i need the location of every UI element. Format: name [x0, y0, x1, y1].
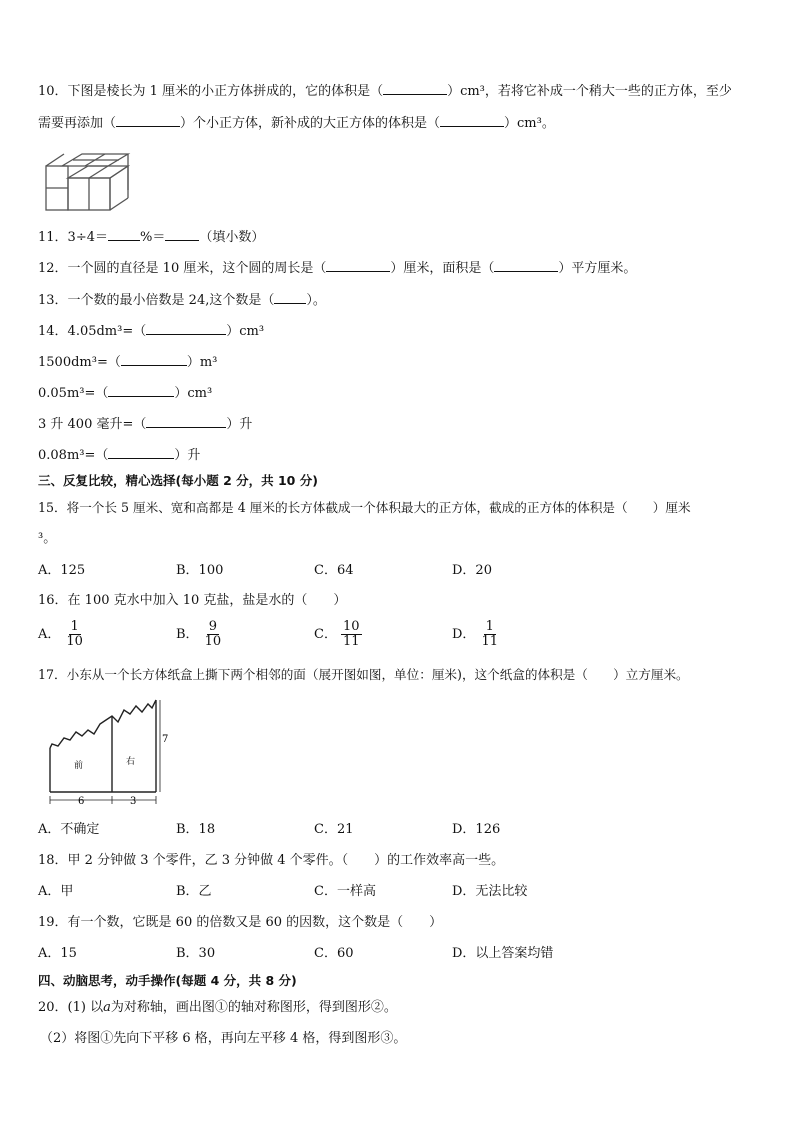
option-label: D． — [452, 627, 476, 642]
q14-text-c2: ）cm³ — [174, 386, 213, 401]
width-label-3: 3 — [130, 796, 137, 807]
answer-blank[interactable] — [383, 82, 447, 95]
denominator: 10 — [204, 634, 222, 649]
q14-text-e1: 0.08m³=（ — [38, 448, 109, 463]
q14-line-d — [38, 415, 252, 434]
q12-line — [38, 259, 636, 278]
q14-line-a — [38, 322, 264, 341]
q19-option-a[interactable]: A．15 — [38, 946, 77, 961]
answer-blank[interactable] — [440, 114, 504, 127]
q18-option-b[interactable]: B．乙 — [176, 884, 212, 899]
section-4-heading: 四、动脑思考，动手操作(每题 4 分，共 8 分) — [38, 973, 297, 988]
answer-blank[interactable] — [146, 322, 226, 335]
numerator: 10 — [342, 619, 360, 634]
numerator: 1 — [70, 619, 79, 634]
q14-text-a1: 14．4.05dm³=（ — [38, 324, 147, 339]
q18-text: 18．甲 2 分钟做 3 个零件，乙 3 分钟做 4 个零件。（ ）的工作效率高一些。 — [38, 853, 505, 868]
q13-text-2: ）。 — [306, 293, 326, 308]
box-net-figure — [40, 696, 170, 808]
numerator: 1 — [485, 619, 494, 634]
fraction — [64, 620, 85, 649]
q16-text: 16．在 100 克水中加入 10 克盐，盐是水的（ ） — [38, 593, 347, 608]
q18-option-a[interactable]: A．甲 — [38, 884, 74, 899]
width-label-6: 6 — [78, 796, 85, 807]
q10-line2 — [38, 114, 555, 133]
numerator: 9 — [208, 619, 217, 634]
q11-text-3: （填小数） — [199, 230, 265, 245]
q10-text-1: 10．下图是棱长为 1 厘米的小正方体拼成的，它的体积是（ — [38, 84, 384, 99]
fraction — [479, 620, 500, 649]
q20-text-2: 为对称轴，画出图①的轴对称图形，得到图形②。 — [110, 1000, 397, 1015]
option-label: C． — [314, 627, 337, 642]
answer-blank[interactable] — [326, 259, 390, 272]
answer-blank[interactable] — [146, 415, 226, 428]
axis-symbol: a — [103, 1000, 111, 1015]
q12-text-1: 12．一个圆的直径是 10 厘米，这个圆的周长是（ — [38, 261, 327, 276]
q13-line — [38, 291, 326, 310]
answer-blank[interactable] — [274, 291, 306, 304]
q17-option-b[interactable]: B．18 — [176, 822, 216, 837]
height-label: 7 — [162, 734, 169, 745]
q17-option-a[interactable]: A．不确定 — [38, 822, 100, 837]
answer-blank[interactable] — [165, 228, 199, 241]
denominator: 11 — [342, 634, 360, 649]
q19-option-b[interactable]: B．30 — [176, 946, 216, 961]
q15-option-d[interactable]: D．20 — [452, 563, 492, 578]
q16-option-b[interactable] — [176, 620, 223, 649]
answer-blank[interactable] — [108, 446, 174, 459]
option-label: A． — [38, 627, 61, 642]
q10-text-5: ）cm³。 — [504, 116, 555, 131]
q10-text-2: ）cm³，若将它补成一个稍大一些的正方体，至少 — [447, 84, 732, 99]
q10-text-4: ）个小正方体，新补成的大正方体的体积是（ — [180, 116, 441, 131]
section-3-heading: 三、反复比较，精心选择(每小题 2 分，共 10 分) — [38, 473, 318, 488]
q10-line1 — [38, 82, 732, 101]
answer-blank[interactable] — [121, 353, 187, 366]
q11-text-1: 11．3÷4＝ — [38, 230, 108, 245]
q15-text: 15．将一个长 5 厘米、宽和高都是 4 厘米的长方体截成一个体积最大的正方体，截成的正方体的体积是（ ）厘米 — [38, 500, 691, 515]
option-label: B． — [176, 627, 199, 642]
right-face-label: 右 — [126, 757, 136, 767]
q11-text-2: %＝ — [139, 230, 166, 245]
q16-option-a[interactable] — [38, 620, 85, 649]
q12-text-2: ）厘米，面积是（ — [390, 261, 495, 276]
q20-line1 — [38, 999, 397, 1017]
q16-option-c[interactable] — [314, 620, 362, 649]
q15-option-b[interactable]: B．100 — [176, 563, 224, 578]
q19-option-c[interactable]: C．60 — [314, 946, 354, 961]
answer-blank[interactable] — [108, 228, 140, 241]
q14-text-a2: ）cm³ — [226, 324, 265, 339]
q20-line2: （2）将图①先向下平移 6 格，再向左平移 4 格，得到图形③。 — [40, 1031, 407, 1046]
answer-blank[interactable] — [494, 259, 558, 272]
q20-text-1: 20．(1) 以 — [38, 1000, 104, 1015]
q14-line-e — [38, 446, 200, 465]
q17-text: 17．小东从一个长方体纸盒上撕下两个相邻的面（展开图如图，单位：厘米)，这个纸盒的体积是（ ）立方厘米。 — [38, 667, 689, 682]
q14-text-b1: 1500dm³=（ — [38, 355, 121, 370]
answer-blank[interactable] — [108, 384, 174, 397]
q15-option-c[interactable]: C．64 — [314, 563, 354, 578]
q14-text-b2: ）m³ — [186, 355, 218, 370]
fraction — [203, 620, 224, 649]
q15-option-a[interactable]: A．125 — [38, 563, 86, 578]
answer-blank[interactable] — [116, 114, 180, 127]
q12-text-3: ）平方厘米。 — [558, 261, 637, 276]
q14-line-b — [38, 353, 217, 372]
q13-text-1: 13．一个数的最小倍数是 24,这个数是（ — [38, 293, 275, 308]
q14-text-d2: ）升 — [226, 417, 253, 432]
q14-text-c1: 0.05m³=（ — [38, 386, 109, 401]
q19-text: 19．有一个数，它既是 60 的倍数又是 60 的因数，这个数是（ ） — [38, 915, 443, 930]
q14-text-d1: 3 升 400 毫升=（ — [38, 417, 147, 432]
cube-figure — [44, 150, 134, 214]
front-face-label: 前 — [74, 761, 84, 771]
q17-option-d[interactable]: D．126 — [452, 822, 501, 837]
q19-option-d[interactable]: D．以上答案均错 — [452, 946, 554, 961]
denominator: 10 — [66, 634, 83, 649]
q18-option-c[interactable]: C．一样高 — [314, 884, 376, 899]
q16-option-d[interactable] — [452, 620, 500, 649]
q15-text-cont: ³。 — [38, 531, 57, 546]
q10-text-3: 需要再添加（ — [38, 116, 117, 131]
q14-line-c — [38, 384, 212, 403]
q17-option-c[interactable]: C．21 — [314, 822, 354, 837]
q11-line — [38, 228, 264, 247]
q18-option-d[interactable]: D．无法比较 — [452, 884, 528, 899]
fraction — [341, 620, 362, 649]
q14-text-e2: ）升 — [174, 448, 201, 463]
denominator: 11 — [481, 634, 498, 649]
